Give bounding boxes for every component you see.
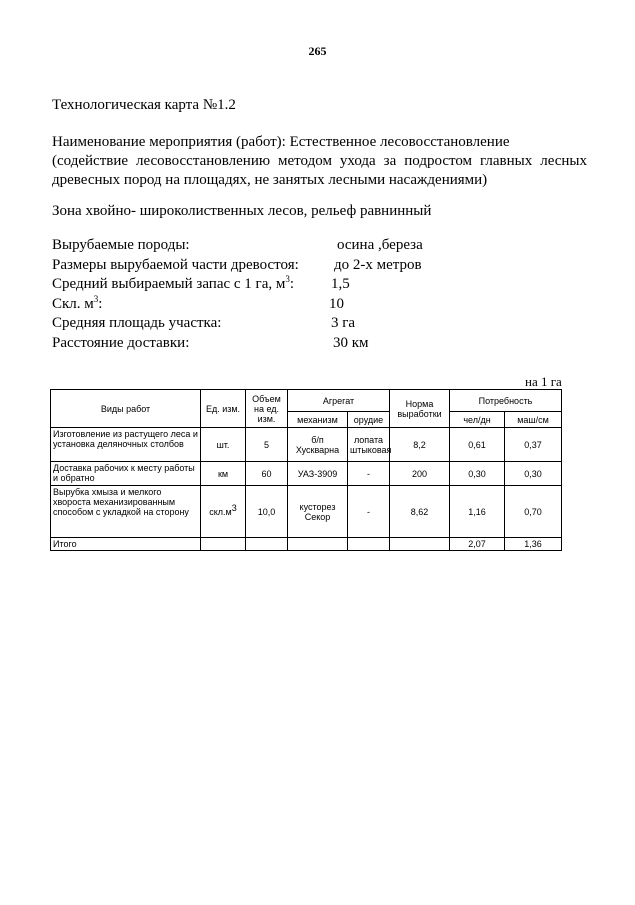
zone-description: Зона хвойно- широколиственных лесов, рельеф равнинный <box>52 203 432 219</box>
table-row <box>51 486 562 538</box>
cell-unit: км <box>201 462 246 486</box>
cell-unit-text: скл.м <box>209 506 232 517</box>
param-value: 10 <box>329 295 344 312</box>
param-row <box>52 274 350 295</box>
header-unit: Ед. изм. <box>201 390 246 428</box>
cell-unit <box>201 486 246 538</box>
header-need: Потребность <box>450 390 562 412</box>
cell-man-days: 0,30 <box>450 462 505 486</box>
cell-tool: - <box>348 462 390 486</box>
cell-man-days: 0,61 <box>450 428 505 462</box>
param-row <box>52 314 356 334</box>
param-value: 1,5 <box>331 276 350 292</box>
param-superscript: 3 <box>285 274 290 284</box>
cell-norm: 8,2 <box>390 428 450 462</box>
cell-total-man-days: 2,07 <box>450 538 505 551</box>
cell-empty <box>201 538 246 551</box>
cell-mechanism: УАЗ-3909 <box>288 462 348 486</box>
cell-empty <box>390 538 450 551</box>
measure-line-3: древесных пород на площадях, не занятых лесными насаждениями) <box>52 172 488 188</box>
header-man-days: чел/дн <box>450 412 505 428</box>
param-label: Средняя площадь участка: <box>52 315 222 331</box>
cell-tool: лопата штыковая <box>348 428 390 462</box>
param-label: Вырубаемые породы: <box>52 237 190 253</box>
param-value: 30 км <box>333 334 369 351</box>
param-label: Средний выбираемый запас с 1 га, м <box>52 276 286 292</box>
cell-empty <box>288 538 348 551</box>
table-total-row <box>51 538 562 551</box>
header-tool: орудие <box>348 412 390 428</box>
header-volume: Объем на ед. изм. <box>246 390 288 428</box>
param-row <box>52 256 422 276</box>
header-machine-shifts: маш/см <box>505 412 562 428</box>
parameters-list <box>52 236 423 353</box>
measure-line-2: (содействие лесовосстановлению методом ухода за подростом главных лесных <box>52 153 587 169</box>
cell-machine-shifts: 0,37 <box>505 428 562 462</box>
param-value: осина ,береза <box>337 237 423 253</box>
table-row <box>51 428 562 462</box>
unit-note: на 1 га <box>525 374 562 389</box>
param-label: Скл. м <box>52 295 94 312</box>
param-row <box>52 236 423 256</box>
header-mechanism: механизм <box>288 412 348 428</box>
cell-mechanism: кусторез Секор <box>288 486 348 538</box>
table-row <box>51 462 562 486</box>
cell-volume: 10,0 <box>246 486 288 538</box>
cell-total-machine-shifts: 1,36 <box>505 538 562 551</box>
cell-tool: - <box>348 486 390 538</box>
cell-empty <box>246 538 288 551</box>
measure-description <box>52 133 587 190</box>
cell-total-label: Итого <box>51 538 201 551</box>
param-value: 3 га <box>331 315 356 331</box>
param-row <box>52 334 369 354</box>
cell-volume: 5 <box>246 428 288 462</box>
cell-empty <box>348 538 390 551</box>
cell-norm: 200 <box>390 462 450 486</box>
param-label-tail: : <box>289 276 295 292</box>
header-norm: Норма выработки <box>390 390 450 428</box>
measure-line-1: Наименование мероприятия (работ): Естественное лесовосстановление <box>52 134 510 150</box>
param-label: Расстояние доставки: <box>52 334 190 351</box>
cell-volume: 60 <box>246 462 288 486</box>
cell-machine-shifts: 0,30 <box>505 462 562 486</box>
document-title: Технологическая карта №1.2 <box>52 97 236 113</box>
param-row <box>52 293 344 315</box>
param-label: Размеры вырубаемой части древостоя: <box>52 256 299 273</box>
cell-work-name: Доставка рабочих к месту работы и обратно <box>51 462 201 486</box>
cell-mechanism: б/п Хускварна <box>288 428 348 462</box>
page-number: 265 <box>308 44 327 58</box>
header-works: Виды работ <box>51 390 201 428</box>
work-table <box>50 389 562 551</box>
cell-work-name: Изготовление из растущего леса и установка деляночных столбов <box>51 428 201 462</box>
cell-work-name: Вырубка хмыза и мелкого хвороста механизированным способом с укладкой на сторону <box>51 486 201 538</box>
header-aggregate: Агрегат <box>288 390 390 412</box>
cell-unit-superscript: 3 <box>231 502 237 513</box>
cell-man-days: 1,16 <box>450 486 505 538</box>
cell-norm: 8,62 <box>390 486 450 538</box>
param-superscript: 3 <box>93 293 99 304</box>
cell-machine-shifts: 0,70 <box>505 486 562 538</box>
param-value: до 2-х метров <box>334 256 422 273</box>
cell-unit: шт. <box>201 428 246 462</box>
param-label-tail: : <box>98 295 103 312</box>
